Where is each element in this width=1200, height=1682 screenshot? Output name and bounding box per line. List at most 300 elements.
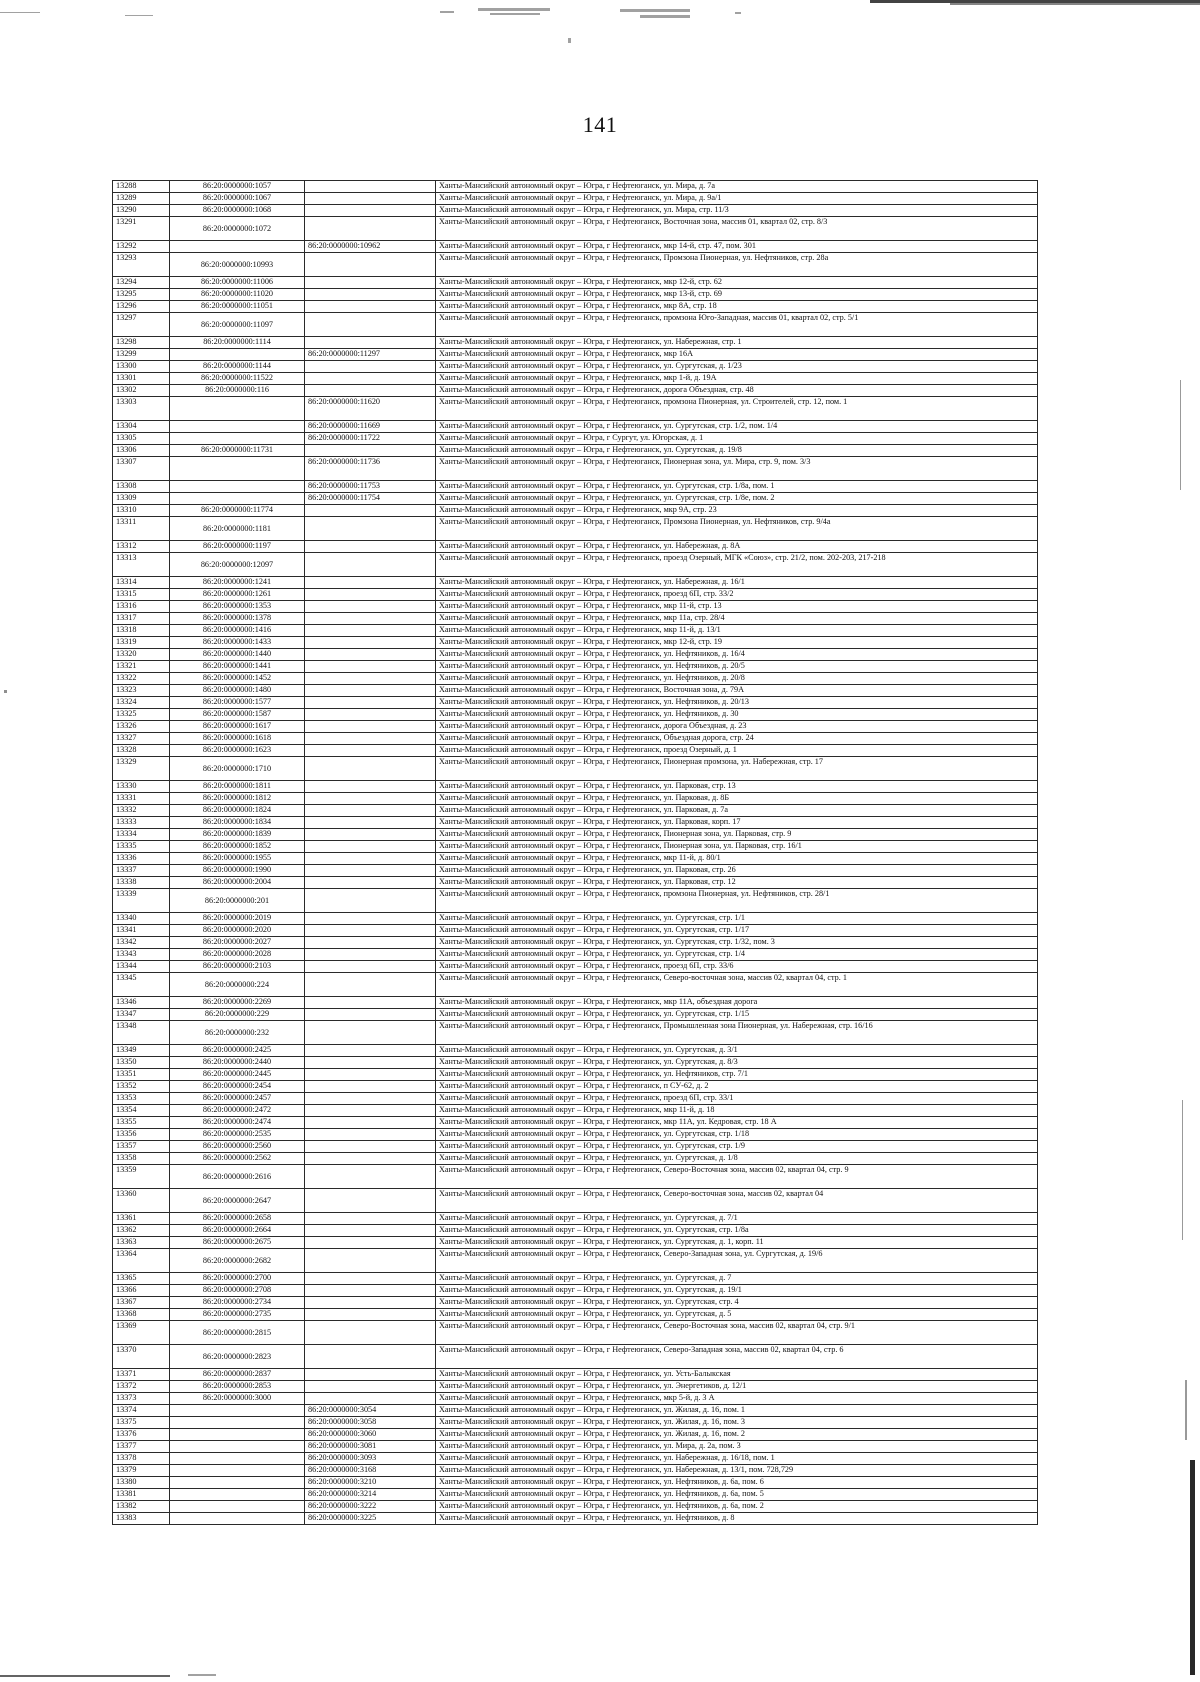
address-cell: Ханты-Мансийский автономный округ – Югра, г Нефтеюганск, мкр 5-й, д. 3 А — [436, 1393, 1038, 1405]
address-cell: Ханты-Мансийский автономный округ – Югра, г Нефтеюганск, ул. Жилая, д. 16, пом. 3 — [436, 1417, 1038, 1429]
related-cadastral-number-cell — [305, 1045, 436, 1057]
table-row — [113, 1441, 1038, 1453]
cadastral-number-cell: 86:20:0000000:2616 — [170, 1165, 305, 1189]
table-row — [113, 649, 1038, 661]
table-row — [113, 517, 1038, 541]
cadastral-number-cell: 86:20:0000000:1378 — [170, 613, 305, 625]
cadastral-number-cell: 86:20:0000000:2734 — [170, 1297, 305, 1309]
table-row — [113, 1009, 1038, 1021]
address-cell: Ханты-Мансийский автономный округ – Югра, г Нефтеюганск, ул. Сургутская, д. 3/1 — [436, 1045, 1038, 1057]
address-cell: Ханты-Мансийский автономный округ – Югра, г Нефтеюганск, ул. Набережная, д. 16/18, пом. 1 — [436, 1453, 1038, 1465]
record-number-cell: 13324 — [113, 697, 170, 709]
table-row — [113, 793, 1038, 805]
related-cadastral-number-cell — [305, 1009, 436, 1021]
cadastral-number-cell: 86:20:0000000:2440 — [170, 1057, 305, 1069]
record-number-cell: 13368 — [113, 1309, 170, 1321]
address-cell: Ханты-Мансийский автономный округ – Югра, г Нефтеюганск, дорога Объездная, д. 23 — [436, 721, 1038, 733]
related-cadastral-number-cell — [305, 817, 436, 829]
related-cadastral-number-cell — [305, 1393, 436, 1405]
address-cell: Ханты-Мансийский автономный округ – Югра, г Сургут, ул. Югорская, д. 1 — [436, 433, 1038, 445]
table-row — [113, 361, 1038, 373]
related-cadastral-number-cell: 86:20:0000000:11753 — [305, 481, 436, 493]
related-cadastral-number-cell — [305, 613, 436, 625]
address-cell: Ханты-Мансийский автономный округ – Югра, г Нефтеюганск, проезд Озерный, МГК «Союз», стр. 21/2, пом. 202-203, 217-218 — [436, 553, 1038, 577]
cadastral-number-cell: 86:20:0000000:2028 — [170, 949, 305, 961]
address-cell: Ханты-Мансийский автономный округ – Югра, г Нефтеюганск, ул. Жилая, д. 16, пом. 1 — [436, 1405, 1038, 1417]
record-number-cell: 13308 — [113, 481, 170, 493]
address-cell: Ханты-Мансийский автономный округ – Югра, г Нефтеюганск, мкр 12-й, стр. 62 — [436, 277, 1038, 289]
record-number-cell: 13316 — [113, 601, 170, 613]
cadastral-number-cell — [170, 457, 305, 481]
record-number-cell: 13323 — [113, 685, 170, 697]
table-row — [113, 253, 1038, 277]
table-row — [113, 337, 1038, 349]
record-number-cell: 13352 — [113, 1081, 170, 1093]
cadastral-number-cell — [170, 1453, 305, 1465]
address-cell: Ханты-Мансийский автономный округ – Югра, г Нефтеюганск, ул. Мира, д. 9а/1 — [436, 193, 1038, 205]
related-cadastral-number-cell — [305, 1237, 436, 1249]
related-cadastral-number-cell — [305, 973, 436, 997]
address-cell: Ханты-Мансийский автономный округ – Югра, г Нефтеюганск, Северо-восточная зона, массив 02, квартал 04 — [436, 1189, 1038, 1213]
record-number-cell: 13292 — [113, 241, 170, 253]
address-cell: Ханты-Мансийский автономный округ – Югра, г Нефтеюганск, ул. Мира, д. 7а — [436, 181, 1038, 193]
address-cell: Ханты-Мансийский автономный округ – Югра, г Нефтеюганск, ул. Нефтяников, д. 20/5 — [436, 661, 1038, 673]
cadastral-number-cell: 86:20:0000000:2454 — [170, 1081, 305, 1093]
table-row — [113, 1513, 1038, 1525]
cadastral-number-cell: 86:20:0000000:2004 — [170, 877, 305, 889]
address-cell: Ханты-Мансийский автономный округ – Югра, г Нефтеюганск, ул. Сургутская, д. 1/8 — [436, 1153, 1038, 1165]
address-cell: Ханты-Мансийский автономный округ – Югра, г Нефтеюганск, мкр 8А, стр. 18 — [436, 301, 1038, 313]
address-cell: Ханты-Мансийский автономный округ – Югра, г Нефтеюганск, Объездная дорога, стр. 24 — [436, 733, 1038, 745]
cadastral-number-cell — [170, 1405, 305, 1417]
record-number-cell: 13297 — [113, 313, 170, 337]
address-cell: Ханты-Мансийский автономный округ – Югра, г Нефтеюганск, проезд 6П, стр. 33/2 — [436, 589, 1038, 601]
table-row — [113, 973, 1038, 997]
table-row — [113, 277, 1038, 289]
address-cell: Ханты-Мансийский автономный округ – Югра, г Нефтеюганск, ул. Усть-Балыкская — [436, 1369, 1038, 1381]
cadastral-number-cell: 86:20:0000000:1577 — [170, 697, 305, 709]
record-number-cell: 13295 — [113, 289, 170, 301]
cadastral-number-cell: 86:20:0000000:11731 — [170, 445, 305, 457]
record-number-cell: 13299 — [113, 349, 170, 361]
cadastral-number-cell: 86:20:0000000:2735 — [170, 1309, 305, 1321]
table-row — [113, 673, 1038, 685]
cadastral-number-cell: 86:20:0000000:1623 — [170, 745, 305, 757]
related-cadastral-number-cell — [305, 1273, 436, 1285]
related-cadastral-number-cell: 86:20:0000000:3225 — [305, 1513, 436, 1525]
record-number-cell: 13342 — [113, 937, 170, 949]
related-cadastral-number-cell — [305, 253, 436, 277]
address-cell: Ханты-Мансийский автономный округ – Югра, г Нефтеюганск, ул. Нефтяников, д. 30 — [436, 709, 1038, 721]
record-number-cell: 13358 — [113, 1153, 170, 1165]
related-cadastral-number-cell — [305, 637, 436, 649]
cadastral-number-cell: 86:20:0000000:2457 — [170, 1093, 305, 1105]
cadastral-number-cell: 86:20:0000000:11774 — [170, 505, 305, 517]
table-row — [113, 205, 1038, 217]
cadastral-number-cell: 86:20:0000000:3000 — [170, 1393, 305, 1405]
record-number-cell: 13296 — [113, 301, 170, 313]
related-cadastral-number-cell — [305, 853, 436, 865]
table-row — [113, 1153, 1038, 1165]
related-cadastral-number-cell — [305, 301, 436, 313]
page-number: 141 — [582, 112, 618, 137]
record-number-cell: 13382 — [113, 1501, 170, 1513]
cadastral-number-cell — [170, 349, 305, 361]
address-cell: Ханты-Мансийский автономный округ – Югра, г Нефтеюганск, промзона Пионерная, ул. Строителей, стр. 12, пом. 1 — [436, 397, 1038, 421]
cadastral-number-cell: 86:20:0000000:2837 — [170, 1369, 305, 1381]
table-row — [113, 877, 1038, 889]
cadastral-number-cell: 86:20:0000000:11097 — [170, 313, 305, 337]
table-row — [113, 1369, 1038, 1381]
cadastral-number-cell: 86:20:0000000:2425 — [170, 1045, 305, 1057]
address-cell: Ханты-Мансийский автономный округ – Югра, г Нефтеюганск, мкр 14-й, стр. 47, пом. 301 — [436, 241, 1038, 253]
related-cadastral-number-cell — [305, 1285, 436, 1297]
cadastral-number-cell: 86:20:0000000:11522 — [170, 373, 305, 385]
address-cell: Ханты-Мансийский автономный округ – Югра, г Нефтеюганск, ул. Сургутская, стр. 1/17 — [436, 925, 1038, 937]
record-number-cell: 13327 — [113, 733, 170, 745]
record-number-cell: 13301 — [113, 373, 170, 385]
table-row — [113, 1345, 1038, 1369]
table-row — [113, 1429, 1038, 1441]
related-cadastral-number-cell: 86:20:0000000:3093 — [305, 1453, 436, 1465]
registry-table-body — [113, 181, 1038, 1525]
related-cadastral-number-cell — [305, 709, 436, 721]
related-cadastral-number-cell — [305, 673, 436, 685]
table-row — [113, 349, 1038, 361]
cadastral-number-cell: 86:20:0000000:2658 — [170, 1213, 305, 1225]
address-cell: Ханты-Мансийский автономный округ – Югра, г Нефтеюганск, ул. Сургутская, д. 7 — [436, 1273, 1038, 1285]
related-cadastral-number-cell: 86:20:0000000:11620 — [305, 397, 436, 421]
related-cadastral-number-cell — [305, 1069, 436, 1081]
record-number-cell: 13374 — [113, 1405, 170, 1417]
related-cadastral-number-cell — [305, 721, 436, 733]
address-cell: Ханты-Мансийский автономный округ – Югра, г Нефтеюганск, Пионерная зона, ул. Парковая, стр. 16/1 — [436, 841, 1038, 853]
cadastral-number-cell: 86:20:0000000:2700 — [170, 1273, 305, 1285]
address-cell: Ханты-Мансийский автономный округ – Югра, г Нефтеюганск, мкр 11-й, д. 80/1 — [436, 853, 1038, 865]
record-number-cell: 13338 — [113, 877, 170, 889]
record-number-cell: 13347 — [113, 1009, 170, 1021]
record-number-cell: 13290 — [113, 205, 170, 217]
record-number-cell: 13344 — [113, 961, 170, 973]
related-cadastral-number-cell — [305, 937, 436, 949]
table-row — [113, 1501, 1038, 1513]
related-cadastral-number-cell — [305, 1105, 436, 1117]
table-row — [113, 1489, 1038, 1501]
cadastral-number-cell — [170, 481, 305, 493]
record-number-cell: 13339 — [113, 889, 170, 913]
related-cadastral-number-cell — [305, 289, 436, 301]
related-cadastral-number-cell — [305, 1321, 436, 1345]
related-cadastral-number-cell — [305, 757, 436, 781]
record-number-cell: 13328 — [113, 745, 170, 757]
related-cadastral-number-cell — [305, 1309, 436, 1321]
related-cadastral-number-cell — [305, 685, 436, 697]
cadastral-number-cell — [170, 1501, 305, 1513]
address-cell: Ханты-Мансийский автономный округ – Югра, г Нефтеюганск, ул. Сургутская, стр. 1/2, пом. 1/4 — [436, 421, 1038, 433]
address-cell: Ханты-Мансийский автономный округ – Югра, г Нефтеюганск, ул. Сургутская, д. 19/1 — [436, 1285, 1038, 1297]
address-cell: Ханты-Мансийский автономный округ – Югра, г Нефтеюганск, промзона Пионерная, ул. Нефтяников, стр. 28/1 — [436, 889, 1038, 913]
cadastral-number-cell: 86:20:0000000:1452 — [170, 673, 305, 685]
table-row — [113, 925, 1038, 937]
related-cadastral-number-cell — [305, 1153, 436, 1165]
cadastral-number-cell: 86:20:0000000:1068 — [170, 205, 305, 217]
table-row — [113, 1465, 1038, 1477]
related-cadastral-number-cell — [305, 697, 436, 709]
address-cell: Ханты-Мансийский автономный округ – Югра, г Нефтеюганск, ул. Парковая, корп. 17 — [436, 817, 1038, 829]
table-row — [113, 397, 1038, 421]
address-cell: Ханты-Мансийский автономный округ – Югра, г Нефтеюганск, ул. Сургутская, д. 19/8 — [436, 445, 1038, 457]
related-cadastral-number-cell: 86:20:0000000:11754 — [305, 493, 436, 505]
cadastral-number-cell: 86:20:0000000:1480 — [170, 685, 305, 697]
record-number-cell: 13310 — [113, 505, 170, 517]
table-row — [113, 289, 1038, 301]
cadastral-number-cell: 86:20:0000000:1181 — [170, 517, 305, 541]
cadastral-number-cell: 86:20:0000000:224 — [170, 973, 305, 997]
cadastral-number-cell: 86:20:0000000:1839 — [170, 829, 305, 841]
cadastral-number-cell: 86:20:0000000:1440 — [170, 649, 305, 661]
table-row — [113, 1189, 1038, 1213]
address-cell: Ханты-Мансийский автономный округ – Югра, г Нефтеюганск, ул. Парковая, стр. 26 — [436, 865, 1038, 877]
cadastral-number-cell: 86:20:0000000:2647 — [170, 1189, 305, 1213]
address-cell: Ханты-Мансийский автономный округ – Югра, г Нефтеюганск, ул. Нефтяников, д. 6а, пом. 5 — [436, 1489, 1038, 1501]
cadastral-number-cell — [170, 1513, 305, 1525]
cadastral-number-cell: 86:20:0000000:1067 — [170, 193, 305, 205]
address-cell: Ханты-Мансийский автономный округ – Югра, г Нефтеюганск, мкр 11-й, стр. 13 — [436, 601, 1038, 613]
address-cell: Ханты-Мансийский автономный округ – Югра, г Нефтеюганск, ул. Сургутская, стр. 4 — [436, 1297, 1038, 1309]
table-row — [113, 1057, 1038, 1069]
cadastral-number-cell: 86:20:0000000:1852 — [170, 841, 305, 853]
cadastral-number-cell: 86:20:0000000:1241 — [170, 577, 305, 589]
address-cell: Ханты-Мансийский автономный округ – Югра, г Нефтеюганск, ул. Парковая, д. 8Б — [436, 793, 1038, 805]
record-number-cell: 13321 — [113, 661, 170, 673]
table-row — [113, 385, 1038, 397]
table-row — [113, 1393, 1038, 1405]
table-row — [113, 493, 1038, 505]
related-cadastral-number-cell — [305, 661, 436, 673]
record-number-cell: 13370 — [113, 1345, 170, 1369]
record-number-cell: 13353 — [113, 1093, 170, 1105]
address-cell: Ханты-Мансийский автономный округ – Югра, г Нефтеюганск, Промзона Пионерная, ул. Нефтяников, стр. 9/4а — [436, 517, 1038, 541]
record-number-cell: 13333 — [113, 817, 170, 829]
record-number-cell: 13351 — [113, 1069, 170, 1081]
cadastral-number-cell: 86:20:0000000:2708 — [170, 1285, 305, 1297]
address-cell: Ханты-Мансийский автономный округ – Югра, г Нефтеюганск, ул. Сургутская, стр. 1/32, пом. 3 — [436, 937, 1038, 949]
cadastral-number-cell: 86:20:0000000:1812 — [170, 793, 305, 805]
table-row — [113, 1141, 1038, 1153]
related-cadastral-number-cell — [305, 385, 436, 397]
record-number-cell: 13345 — [113, 973, 170, 997]
table-row — [113, 1249, 1038, 1273]
record-number-cell: 13354 — [113, 1105, 170, 1117]
address-cell: Ханты-Мансийский автономный округ – Югра, г Нефтеюганск, ул. Нефтяников, д. 8 — [436, 1513, 1038, 1525]
record-number-cell: 13326 — [113, 721, 170, 733]
table-row — [113, 745, 1038, 757]
record-number-cell: 13378 — [113, 1453, 170, 1465]
cadastral-number-cell: 86:20:0000000:232 — [170, 1021, 305, 1045]
related-cadastral-number-cell — [305, 841, 436, 853]
address-cell: Ханты-Мансийский автономный округ – Югра, г Нефтеюганск, Северо-Восточная зона, массив 02, квартал 04, стр. 9 — [436, 1165, 1038, 1189]
table-row — [113, 865, 1038, 877]
table-row — [113, 685, 1038, 697]
cadastral-number-cell: 86:20:0000000:1834 — [170, 817, 305, 829]
table-row — [113, 781, 1038, 793]
table-row — [113, 1213, 1038, 1225]
address-cell: Ханты-Мансийский автономный округ – Югра, г Нефтеюганск, ул. Сургутская, стр. 1/18 — [436, 1129, 1038, 1141]
table-row — [113, 1381, 1038, 1393]
table-row — [113, 961, 1038, 973]
related-cadastral-number-cell: 86:20:0000000:3060 — [305, 1429, 436, 1441]
cadastral-number-cell: 86:20:0000000:2103 — [170, 961, 305, 973]
cadastral-number-cell: 86:20:0000000:2560 — [170, 1141, 305, 1153]
record-number-cell: 13294 — [113, 277, 170, 289]
cadastral-number-cell: 86:20:0000000:116 — [170, 385, 305, 397]
record-number-cell: 13372 — [113, 1381, 170, 1393]
table-row — [113, 829, 1038, 841]
address-cell: Ханты-Мансийский автономный округ – Югра, г Нефтеюганск, ул. Сургутская, стр. 1/9 — [436, 1141, 1038, 1153]
record-number-cell: 13291 — [113, 217, 170, 241]
record-number-cell: 13325 — [113, 709, 170, 721]
related-cadastral-number-cell — [305, 1381, 436, 1393]
cadastral-number-cell — [170, 1489, 305, 1501]
record-number-cell: 13315 — [113, 589, 170, 601]
record-number-cell: 13320 — [113, 649, 170, 661]
record-number-cell: 13373 — [113, 1393, 170, 1405]
record-number-cell: 13363 — [113, 1237, 170, 1249]
address-cell: Ханты-Мансийский автономный округ – Югра, г Нефтеюганск, Северо-Западная зона, ул. Сургутская, д. 19/6 — [436, 1249, 1038, 1273]
address-cell: Ханты-Мансийский автономный округ – Югра, г Нефтеюганск, п СУ-62, д. 2 — [436, 1081, 1038, 1093]
address-cell: Ханты-Мансийский автономный округ – Югра, г Нефтеюганск, мкр 1-й, д. 19А — [436, 373, 1038, 385]
related-cadastral-number-cell — [305, 1213, 436, 1225]
cadastral-number-cell: 86:20:0000000:2675 — [170, 1237, 305, 1249]
record-number-cell: 13381 — [113, 1489, 170, 1501]
address-cell: Ханты-Мансийский автономный округ – Югра, г Нефтеюганск, мкр 12-й, стр. 19 — [436, 637, 1038, 649]
address-cell: Ханты-Мансийский автономный округ – Югра, г Нефтеюганск, ул. Мира, д. 2а, пом. 3 — [436, 1441, 1038, 1453]
related-cadastral-number-cell — [305, 1189, 436, 1213]
cadastral-number-cell — [170, 1417, 305, 1429]
address-cell: Ханты-Мансийский автономный округ – Югра, г Нефтеюганск, Пионерная зона, ул. Мира, стр. 9, пом. 3/3 — [436, 457, 1038, 481]
address-cell: Ханты-Мансийский автономный округ – Югра, г Нефтеюганск, ул. Нефтяников, д. 16/4 — [436, 649, 1038, 661]
record-number-cell: 13331 — [113, 793, 170, 805]
cadastral-number-cell: 86:20:0000000:11020 — [170, 289, 305, 301]
address-cell: Ханты-Мансийский автономный округ – Югра, г Нефтеюганск, Восточная зона, д. 79А — [436, 685, 1038, 697]
table-row — [113, 505, 1038, 517]
address-cell: Ханты-Мансийский автономный округ – Югра, г Нефтеюганск, Пионерная зона, ул. Парковая, стр. 9 — [436, 829, 1038, 841]
address-cell: Ханты-Мансийский автономный округ – Югра, г Нефтеюганск, Северо-Восточная зона, массив 02, квартал 04, стр. 9/1 — [436, 1321, 1038, 1345]
address-cell: Ханты-Мансийский автономный округ – Югра, г Нефтеюганск, мкр 16А — [436, 349, 1038, 361]
table-row — [113, 721, 1038, 733]
cadastral-number-cell: 86:20:0000000:2474 — [170, 1117, 305, 1129]
record-number-cell: 13309 — [113, 493, 170, 505]
record-number-cell: 13337 — [113, 865, 170, 877]
related-cadastral-number-cell — [305, 1057, 436, 1069]
table-row — [113, 301, 1038, 313]
related-cadastral-number-cell — [305, 1165, 436, 1189]
record-number-cell: 13334 — [113, 829, 170, 841]
cadastral-number-cell: 86:20:0000000:1261 — [170, 589, 305, 601]
address-cell: Ханты-Мансийский автономный округ – Югра, г Нефтеюганск, мкр 11А, ул. Кедровая, стр. 18 А — [436, 1117, 1038, 1129]
related-cadastral-number-cell — [305, 1141, 436, 1153]
address-cell: Ханты-Мансийский автономный округ – Югра, г Нефтеюганск, Пионерная промзона, ул. Набережная, стр. 17 — [436, 757, 1038, 781]
address-cell: Ханты-Мансийский автономный округ – Югра, г Нефтеюганск, ул. Сургутская, стр. 1/15 — [436, 1009, 1038, 1021]
address-cell: Ханты-Мансийский автономный округ – Югра, г Нефтеюганск, проезд 6П, стр. 33/1 — [436, 1093, 1038, 1105]
table-row — [113, 217, 1038, 241]
related-cadastral-number-cell — [305, 649, 436, 661]
cadastral-number-cell: 86:20:0000000:2853 — [170, 1381, 305, 1393]
record-number-cell: 13340 — [113, 913, 170, 925]
address-cell: Ханты-Мансийский автономный округ – Югра, г Нефтеюганск, мкр 13-й, стр. 69 — [436, 289, 1038, 301]
record-number-cell: 13303 — [113, 397, 170, 421]
table-row — [113, 1309, 1038, 1321]
cadastral-number-cell: 86:20:0000000:1353 — [170, 601, 305, 613]
record-number-cell: 13322 — [113, 673, 170, 685]
record-number-cell: 13376 — [113, 1429, 170, 1441]
record-number-cell: 13313 — [113, 553, 170, 577]
cadastral-number-cell: 86:20:0000000:2664 — [170, 1225, 305, 1237]
related-cadastral-number-cell: 86:20:0000000:3222 — [305, 1501, 436, 1513]
related-cadastral-number-cell — [305, 193, 436, 205]
cadastral-number-cell: 86:20:0000000:10993 — [170, 253, 305, 277]
record-number-cell: 13319 — [113, 637, 170, 649]
table-row — [113, 853, 1038, 865]
table-row — [113, 997, 1038, 1009]
table-row — [113, 1117, 1038, 1129]
cadastral-number-cell: 86:20:0000000:2019 — [170, 913, 305, 925]
related-cadastral-number-cell — [305, 217, 436, 241]
related-cadastral-number-cell — [305, 793, 436, 805]
related-cadastral-number-cell: 86:20:0000000:11736 — [305, 457, 436, 481]
table-row — [113, 1225, 1038, 1237]
record-number-cell: 13336 — [113, 853, 170, 865]
table-row — [113, 1321, 1038, 1345]
related-cadastral-number-cell — [305, 1369, 436, 1381]
address-cell: Ханты-Мансийский автономный округ – Югра, г Нефтеюганск, ул. Энергетиков, д. 12/1 — [436, 1381, 1038, 1393]
table-row — [113, 421, 1038, 433]
table-row — [113, 613, 1038, 625]
related-cadastral-number-cell — [305, 517, 436, 541]
cadastral-number-cell — [170, 1477, 305, 1489]
cadastral-number-cell: 86:20:0000000:2815 — [170, 1321, 305, 1345]
address-cell: Ханты-Мансийский автономный округ – Югра, г Нефтеюганск, ул. Сургутская, д. 1, корп. 11 — [436, 1237, 1038, 1249]
record-number-cell: 13317 — [113, 613, 170, 625]
table-row — [113, 1129, 1038, 1141]
related-cadastral-number-cell: 86:20:0000000:3054 — [305, 1405, 436, 1417]
address-cell: Ханты-Мансийский автономный округ – Югра, г Нефтеюганск, ул. Набережная, д. 16/1 — [436, 577, 1038, 589]
record-number-cell: 13346 — [113, 997, 170, 1009]
table-row — [113, 1285, 1038, 1297]
cadastral-number-cell: 86:20:0000000:1824 — [170, 805, 305, 817]
record-number-cell: 13306 — [113, 445, 170, 457]
address-cell: Ханты-Мансийский автономный округ – Югра, г Нефтеюганск, мкр 11А, объездная дорога — [436, 997, 1038, 1009]
record-number-cell: 13293 — [113, 253, 170, 277]
cadastral-number-cell: 86:20:0000000:2472 — [170, 1105, 305, 1117]
cadastral-number-cell: 86:20:0000000:1441 — [170, 661, 305, 673]
record-number-cell: 13379 — [113, 1465, 170, 1477]
address-cell: Ханты-Мансийский автономный округ – Югра, г Нефтеюганск, ул. Сургутская, стр. 1/4 — [436, 949, 1038, 961]
cadastral-number-cell: 86:20:0000000:1955 — [170, 853, 305, 865]
related-cadastral-number-cell — [305, 361, 436, 373]
table-row — [113, 733, 1038, 745]
address-cell: Ханты-Мансийский автономный округ – Югра, г Нефтеюганск, ул. Сургутская, д. 5 — [436, 1309, 1038, 1321]
record-number-cell: 13348 — [113, 1021, 170, 1045]
cadastral-number-cell: 86:20:0000000:1072 — [170, 217, 305, 241]
address-cell: Ханты-Мансийский автономный округ – Югра, г Нефтеюганск, ул. Сургутская, д. 1/23 — [436, 361, 1038, 373]
related-cadastral-number-cell: 86:20:0000000:3214 — [305, 1489, 436, 1501]
related-cadastral-number-cell — [305, 865, 436, 877]
address-cell: Ханты-Мансийский автономный округ – Югра, г Нефтеюганск, ул. Сургутская, стр. 1/1 — [436, 913, 1038, 925]
address-cell: Ханты-Мансийский автономный округ – Югра, г Нефтеюганск, Северо-Западная зона, массив 02, квартал 04, стр. 6 — [436, 1345, 1038, 1369]
related-cadastral-number-cell: 86:20:0000000:11722 — [305, 433, 436, 445]
related-cadastral-number-cell — [305, 277, 436, 289]
